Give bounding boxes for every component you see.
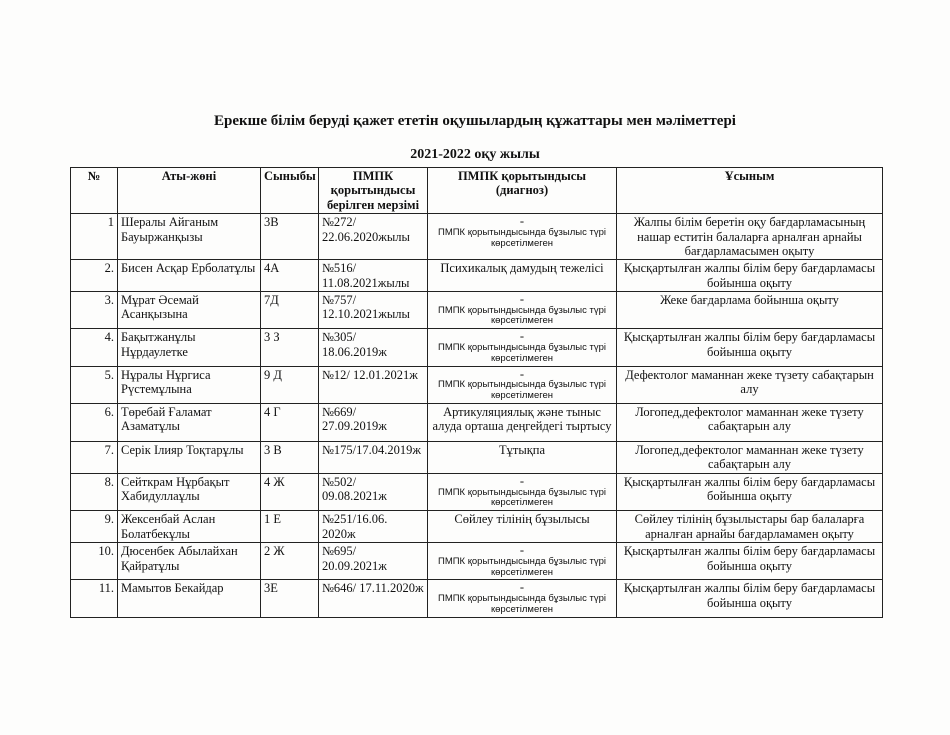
student-name: Төребай Ғаламат Азаматұлы bbox=[118, 404, 261, 442]
conclusion-date: №272/ 22.06.2020жылы bbox=[319, 214, 428, 260]
header-number: № bbox=[71, 168, 118, 214]
row-number: 2. bbox=[71, 260, 118, 292]
student-grade: 9 Д bbox=[261, 366, 319, 403]
conclusion-date: №502/ 09.08.2021ж bbox=[319, 474, 428, 511]
student-name: Мұрат Әсемай Асанқызына bbox=[118, 292, 261, 329]
diagnosis-text: ПМПК қорытындысында бұзылыс түрі көрсетілмеген bbox=[437, 226, 606, 249]
row-number: 1 bbox=[71, 214, 118, 260]
diagnosis-cell bbox=[428, 474, 617, 511]
diagnosis-cell bbox=[428, 442, 617, 474]
table-row bbox=[71, 543, 883, 580]
recommendation: Қысқартылған жалпы білім беру бағдарламасы бойынша оқыту bbox=[617, 260, 883, 292]
diagnosis-cell bbox=[428, 260, 617, 292]
student-name: Дюсенбек Абылайхан Қайратұлы bbox=[118, 543, 261, 580]
diagnosis-dash: - bbox=[519, 366, 525, 381]
recommendation: Логопед,дефектолог маманнан жеке түзету сабақтарын алу bbox=[617, 404, 883, 442]
row-number: 11. bbox=[71, 580, 118, 617]
table-row bbox=[71, 580, 883, 617]
diagnosis-cell bbox=[428, 404, 617, 442]
student-name: Сейткрам Нұрбақыт Хабидуллаұлы bbox=[118, 474, 261, 511]
diagnosis-text: Артикуляциялық және тыныс алуда орташа деңгейдегі тыртысу bbox=[432, 405, 612, 434]
diagnosis-text: ПМПК қорытындысында бұзылыс түрі көрсетілмеген bbox=[437, 486, 606, 509]
row-number: 10. bbox=[71, 543, 118, 580]
diagnosis-text: Психикалық дамудың тежелісі bbox=[440, 261, 604, 276]
row-number: 6. bbox=[71, 404, 118, 442]
row-number: 3. bbox=[71, 292, 118, 329]
table-row bbox=[71, 474, 883, 511]
row-number: 9. bbox=[71, 511, 118, 543]
student-grade: 2 Ж bbox=[261, 543, 319, 580]
diagnosis-dash: - bbox=[519, 292, 525, 306]
header-date: ПМПК қорытындысы берілген мерзімі bbox=[319, 168, 428, 214]
header-grade: Сыныбы bbox=[261, 168, 319, 214]
diagnosis-cell bbox=[428, 543, 617, 580]
recommendation: Қысқартылған жалпы білім беру бағдарламасы бойынша оқыту bbox=[617, 474, 883, 511]
diagnosis-dash: - bbox=[519, 474, 525, 489]
diagnosis-cell bbox=[428, 292, 617, 329]
diagnosis-dash: - bbox=[519, 580, 525, 595]
conclusion-date: №175/17.04.2019ж bbox=[319, 442, 428, 474]
conclusion-date: №646/ 17.11.2020ж bbox=[319, 580, 428, 617]
student-name: Нұралы Нұргиса Рүстемұлына bbox=[118, 366, 261, 403]
row-number: 7. bbox=[71, 442, 118, 474]
diagnosis-dash: - bbox=[519, 329, 525, 344]
recommendation: Жалпы білім беретін оқу бағдарламасының нашар еститін балаларға арналған арнайы бағдарламасымен оқыту bbox=[617, 214, 883, 260]
recommendation: Қысқартылған жалпы білім беру бағдарламасы бойынша оқыту bbox=[617, 580, 883, 617]
recommendation: Қысқартылған жалпы білім беру бағдарламасы бойынша оқыту bbox=[617, 329, 883, 366]
table-row bbox=[71, 366, 883, 403]
student-name: Серік Ілияр Тоқтарұлы bbox=[118, 442, 261, 474]
conclusion-date: №12/ 12.01.2021ж bbox=[319, 366, 428, 403]
conclusion-date: №516/ 11.08.2021жылы bbox=[319, 260, 428, 292]
document-subtitle: 2021-2022 оқу жылы bbox=[410, 147, 540, 162]
table-row bbox=[71, 442, 883, 474]
diagnosis-cell bbox=[428, 366, 617, 403]
row-number: 5. bbox=[71, 366, 118, 403]
diagnosis-dash: - bbox=[519, 543, 525, 558]
student-grade: 3В bbox=[261, 214, 319, 260]
recommendation: Дефектолог маманнан жеке түзету сабақтарын алу bbox=[617, 366, 883, 403]
conclusion-date: №695/ 20.09.2021ж bbox=[319, 543, 428, 580]
student-name: Шералы Айганым Бауыржанқызы bbox=[118, 214, 261, 260]
students-table bbox=[70, 167, 883, 618]
diagnosis-text: ПМПК қорытындысында бұзылыс түрі көрсетілмеген bbox=[437, 304, 606, 327]
diagnosis-text: ПМПК қорытындысында бұзылыс түрі көрсетілмеген bbox=[437, 341, 606, 364]
student-grade: 3 В bbox=[261, 442, 319, 474]
recommendation: Жеке бағдарлама бойынша оқыту bbox=[617, 292, 883, 329]
diagnosis-text: Тұтықпа bbox=[498, 443, 546, 458]
header-name: Аты-жөні bbox=[118, 168, 261, 214]
student-grade: 3 З bbox=[261, 329, 319, 366]
header-diagnosis: ПМПК қорытындысы (диагноз) bbox=[428, 168, 617, 214]
recommendation: Логопед,дефектолог маманнан жеке түзету сабақтарын алу bbox=[617, 442, 883, 474]
diagnosis-text: Сөйлеу тілінің бұзылысы bbox=[454, 512, 590, 527]
conclusion-date: №669/ 27.09.2019ж bbox=[319, 404, 428, 442]
document-title: Ерекше білім беруді қажет ететін оқушылардың құжаттары мен мәліметтері bbox=[214, 113, 736, 129]
recommendation: Қысқартылған жалпы білім беру бағдарламасы бойынша оқыту bbox=[617, 543, 883, 580]
diagnosis-cell bbox=[428, 329, 617, 366]
header-recommendation: Ұсыным bbox=[617, 168, 883, 214]
student-name: Жексенбай Аслан Болатбекұлы bbox=[118, 511, 261, 543]
diagnosis-text: ПМПК қорытындысында бұзылыс түрі көрсетілмеген bbox=[437, 592, 606, 615]
table-header-row bbox=[71, 168, 883, 214]
table-row bbox=[71, 329, 883, 366]
table-row bbox=[71, 511, 883, 543]
table-row bbox=[71, 404, 883, 442]
conclusion-date: №251/16.06. 2020ж bbox=[319, 511, 428, 543]
conclusion-date: №305/ 18.06.2019ж bbox=[319, 329, 428, 366]
diagnosis-cell bbox=[428, 580, 617, 617]
student-grade: 1 Е bbox=[261, 511, 319, 543]
table-row bbox=[71, 214, 883, 260]
student-grade: 7Д bbox=[261, 292, 319, 329]
diagnosis-cell bbox=[428, 511, 617, 543]
student-grade: 4 Ж bbox=[261, 474, 319, 511]
recommendation: Сөйлеу тілінің бұзылыстары бар балаларға арналған арнайы бағдарламамен оқыту bbox=[617, 511, 883, 543]
row-number: 4. bbox=[71, 329, 118, 366]
diagnosis-dash: - bbox=[519, 214, 525, 229]
conclusion-date: №757/ 12.10.2021жылы bbox=[319, 292, 428, 329]
student-grade: 3Е bbox=[261, 580, 319, 617]
table-row bbox=[71, 260, 883, 292]
student-grade: 4 Г bbox=[261, 404, 319, 442]
student-name: Мамытов Бекайдар bbox=[118, 580, 261, 617]
row-number: 8. bbox=[71, 474, 118, 511]
student-name: Бисен Асқар Ерболатұлы bbox=[118, 260, 261, 292]
student-grade: 4А bbox=[261, 260, 319, 292]
table-row bbox=[71, 292, 883, 329]
diagnosis-cell bbox=[428, 214, 617, 260]
diagnosis-text: ПМПК қорытындысында бұзылыс түрі көрсетілмеген bbox=[437, 379, 606, 402]
student-name: Бақытжанұлы Нұрдаулетке bbox=[118, 329, 261, 366]
diagnosis-text: ПМПК қорытындысында бұзылыс түрі көрсетілмеген bbox=[437, 555, 606, 578]
